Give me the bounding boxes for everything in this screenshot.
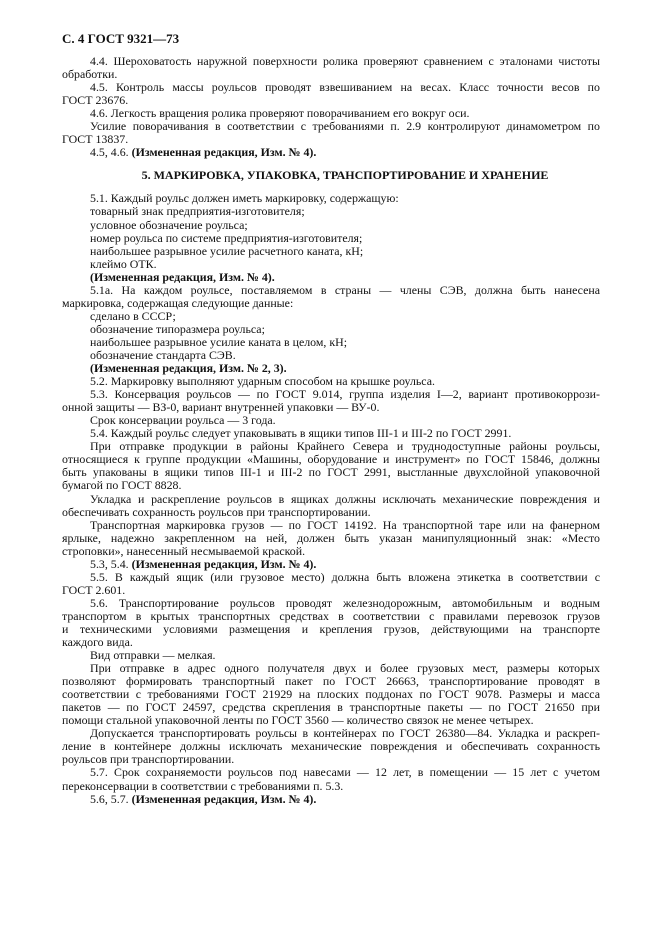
line-text: Допускается транспортировать роульсы в контейнерах по ГОСТ 26380—84. Укладка и раскреп-	[90, 726, 600, 741]
line-text: Транспортная маркировка грузов — по ГОСТ 14192. На транспортной таре или на фанерном	[90, 517, 600, 532]
line-text: номер роульса по системе предприятия-изготовителя;	[90, 230, 363, 245]
line-text: ГОСТ 2.601.	[62, 582, 126, 597]
text-line	[62, 120, 600, 133]
text-line	[62, 793, 600, 806]
line-text: 5.6. Транспортирование роульсов проводят железнодорожным, автомобильным и водным	[90, 595, 600, 610]
line-text: 5.1. Каждый роульс должен иметь маркировку, содержащую:	[90, 191, 399, 206]
line-text: бумагой по ГОСТ 8828.	[62, 478, 182, 493]
text-line	[62, 571, 600, 584]
line-text: каждого вида.	[62, 635, 133, 650]
line-text: и техническими условиями размещения и крепления грузов, действующими на транспорте	[62, 621, 600, 636]
line-text: относящиеся к группе продукции «Машины, оборудование и инструмент» по ГОСТ 15846, должны	[62, 452, 600, 467]
line-text: транспортом в крытых транспортных средствах в соответствии с правилами перевозок грузов	[62, 608, 600, 623]
amendment-note: (Измененная редакция, Изм. № 4).	[131, 556, 317, 571]
line-text: обработки.	[62, 67, 118, 82]
line-text: 4.5, 4.6.	[90, 145, 132, 160]
text-line	[62, 623, 600, 636]
amendment-note: (Измененная редакция, Изм. № 4).	[131, 791, 317, 806]
line-text: позволяют формировать транспортный пакет по ГОСТ 26663, транспортирование проводят в	[62, 674, 600, 689]
document-body	[62, 55, 600, 806]
line-text: 5.2. Маркировку выполняют ударным способом на крышке роульса.	[90, 374, 435, 389]
line-text: наибольшее разрывное усилие расчетного каната, кН;	[90, 243, 364, 258]
line-text: ГОСТ 23676.	[62, 93, 129, 108]
line-text: быть упакованы в ящики типов III-1 и III-2 по ГОСТ 2991, выстланные двухслойной упаковочной	[62, 465, 600, 480]
line-text: помощи стальной упаковочной ленты по ГОСТ 3560 — количество связок не менее четырех.	[62, 713, 534, 728]
line-text: переконсервации в соответствии с требованиями п. 5.3.	[62, 778, 344, 793]
line-text: ярлыке, надежно закрепленном на ней, должен быть указан манипуляционный знак: «Место	[62, 530, 600, 545]
line-text: ление в контейнере должны исключать механические повреждения и обеспечивать сохранность	[62, 739, 600, 754]
line-text: 5.4. Каждый роульс следует упаковывать в ящики типов III-1 и III-2 по ГОСТ 2991.	[90, 426, 512, 441]
line-text: 4.4. Шероховатость наружной поверхности ролика проверяют сравнением с эталонами чистоты	[90, 54, 600, 68]
line-text: клеймо ОТК.	[90, 256, 157, 271]
line-text: 5.6, 5.7.	[90, 791, 132, 806]
line-text: обозначение стандарта СЭВ.	[90, 347, 236, 362]
line-text: товарный знак предприятия-изготовителя;	[90, 204, 305, 219]
line-text: условное обозначение роульса;	[90, 217, 248, 232]
amendment-note: (Измененная редакция, Изм. № 2, 3).	[90, 361, 287, 376]
line-text: При отправке продукции в районы Крайнего Севера и труднодоступные районы роульсы,	[90, 439, 600, 454]
line-text: онной защиты — ВЗ-0, вариант внутренней упаковки — ВУ-0.	[62, 400, 380, 415]
line-text: ГОСТ 13837.	[62, 132, 129, 147]
line-text: Укладка и раскрепление роульсов в ящиках должны исключать механические повреждения и	[90, 491, 600, 506]
line-text: строповки», нанесенный несмываемой краской.	[62, 543, 306, 558]
line-text: роульсов при транспортировании.	[62, 752, 235, 767]
line-text: Усилие поворачивания в соответствии с требованиями п. 2.9 контролируют динамометром по	[90, 119, 600, 134]
text-line	[62, 146, 600, 159]
line-text: соответствии с требованиями ГОСТ 21929 на плоских поддонах по ГОСТ 9078. Размеры и масса	[62, 687, 600, 702]
line-text: обеспечивать сохранность роульсов при транспортировании.	[62, 504, 371, 519]
amendment-note: (Измененная редакция, Изм. № 4).	[131, 145, 317, 160]
line-text: пакетов — по ГОСТ 24597, средства скрепления в транспортные пакеты — по ГОСТ 21650 при	[62, 700, 600, 715]
line-text: Срок консервации роульса — 3 года.	[90, 413, 276, 428]
line-text: 5.1а. На каждом роульсе, поставляемом в страны — члены СЭВ, должна быть нанесена	[90, 282, 600, 297]
line-text: 5.3, 5.4.	[90, 556, 132, 571]
line-text: наибольшее разрывное усилие каната в целом, кН;	[90, 334, 348, 349]
line-text: Вид отправки — мелкая.	[90, 648, 216, 663]
line-text: маркировка, содержащая следующие данные:	[62, 295, 294, 310]
amendment-note: (Измененная редакция, Изм. № 4).	[90, 269, 275, 284]
line-text: сделано в СССР;	[90, 308, 176, 323]
line-text: 4.6. Легкость вращения ролика проверяют поворачиванием его вокруг оси.	[90, 106, 470, 121]
section-heading: 5. МАРКИРОВКА, УПАКОВКА, ТРАНСПОРТИРОВАНИЕ И ХРАНЕНИЕ	[141, 168, 549, 183]
line-text: 4.5. Контроль массы роульсов проводят взвешиванием на весах. Класс точности весов по	[90, 80, 600, 95]
line-text: 5.5. В каждый ящик (или грузовое место) должна быть вложена этикетка в соответствии с	[90, 569, 600, 584]
line-text: При отправке в адрес одного получателя двух и более грузовых мест, размеры которых	[90, 661, 600, 676]
page-header: С. 4 ГОСТ 9321—73	[62, 31, 180, 46]
text-line	[62, 55, 600, 68]
line-text: обозначение типоразмера роульса;	[90, 321, 265, 336]
line-text: 5.7. Срок сохраняемости роульсов под навесами — 12 лет, в помещении — 15 лет с учетом	[90, 765, 600, 780]
line-text: 5.3. Консервация роульсов — по ГОСТ 9.014, группа изделия I—2, вариант противокоррози-	[90, 387, 600, 402]
text-line	[62, 81, 600, 94]
